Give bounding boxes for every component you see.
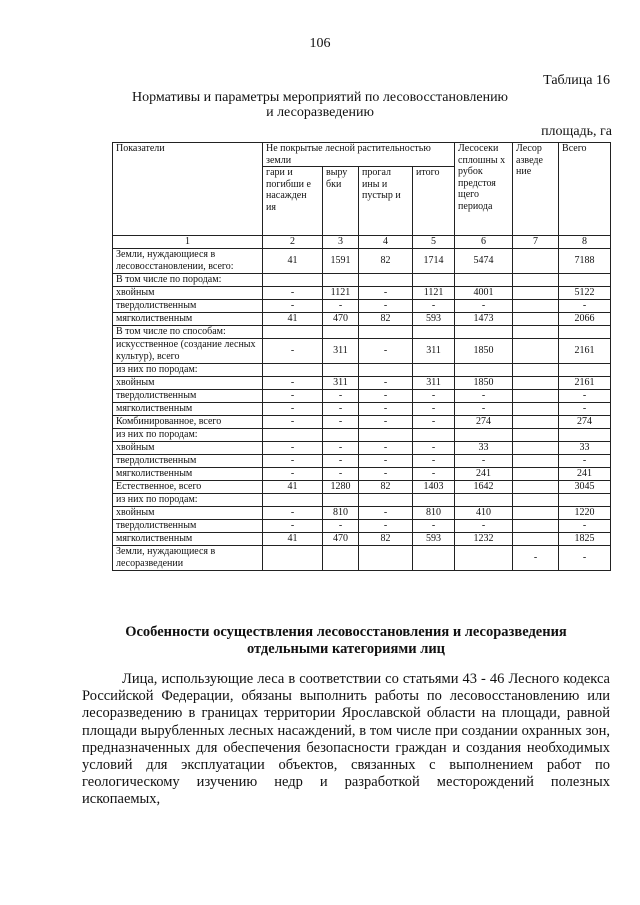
- header-not-covered: Не покрытые лесной растительностью земли: [263, 143, 455, 167]
- table-cell: -: [323, 403, 359, 416]
- table-cell: 2066: [559, 313, 611, 326]
- table-cell: [513, 274, 559, 287]
- table-cell: 1220: [559, 507, 611, 520]
- table-cell: -: [263, 468, 323, 481]
- table-cell: 2161: [559, 377, 611, 390]
- table-cell: -: [413, 416, 455, 429]
- table-cell: 33: [455, 442, 513, 455]
- table-cell: [513, 455, 559, 468]
- table-cell: [455, 494, 513, 507]
- row-label: Земли, нуждающиеся в лесоразведении: [113, 546, 263, 571]
- table-cell: [513, 364, 559, 377]
- column-number: 1: [113, 236, 263, 249]
- table-cell: 82: [359, 249, 413, 274]
- section-heading: [82, 624, 610, 658]
- table-cell: -: [359, 287, 413, 300]
- table-cell: -: [359, 377, 413, 390]
- table-cell: -: [263, 507, 323, 520]
- column-number: 4: [359, 236, 413, 249]
- table-cell: 1232: [455, 533, 513, 546]
- header-clearcut-areas: Лесосеки сплошны х рубок предстоя щего периода: [455, 143, 513, 236]
- table-cell: -: [263, 300, 323, 313]
- row-label: мягколиственным: [113, 468, 263, 481]
- table-cell: 470: [323, 533, 359, 546]
- table-row: [113, 364, 611, 377]
- table-cell: -: [263, 455, 323, 468]
- header-grand-total: Всего: [559, 143, 611, 236]
- column-number: 8: [559, 236, 611, 249]
- table-cell: -: [263, 520, 323, 533]
- table-cell: -: [263, 403, 323, 416]
- table-cell: -: [323, 455, 359, 468]
- table-cell: -: [413, 300, 455, 313]
- table-cell: [263, 429, 323, 442]
- table-cell: [513, 507, 559, 520]
- table-cell: [513, 481, 559, 494]
- table-cell: -: [359, 403, 413, 416]
- row-label: хвойным: [113, 377, 263, 390]
- table-header-row: [113, 143, 611, 167]
- norms-table: [112, 142, 611, 571]
- table-label: Таблица 16: [543, 73, 610, 88]
- table-row: [113, 326, 611, 339]
- table-cell: [559, 429, 611, 442]
- table-cell: 2161: [559, 339, 611, 364]
- table-cell: [513, 326, 559, 339]
- table-cell: -: [413, 520, 455, 533]
- table-cell: [513, 300, 559, 313]
- row-label: Естественное, всего: [113, 481, 263, 494]
- table-cell: 5122: [559, 287, 611, 300]
- table-cell: -: [559, 403, 611, 416]
- table-cell: 311: [323, 377, 359, 390]
- table-cell: [513, 249, 559, 274]
- table-cell: -: [359, 520, 413, 533]
- table-row: [113, 520, 611, 533]
- table-cell: -: [323, 390, 359, 403]
- table-cell: -: [559, 390, 611, 403]
- table-cell: -: [559, 546, 611, 571]
- header-cutovers: выру бки: [323, 167, 359, 236]
- table-cell: 311: [323, 339, 359, 364]
- table-cell: [513, 520, 559, 533]
- table-cell: -: [359, 507, 413, 520]
- table-cell: [413, 364, 455, 377]
- table-cell: 1714: [413, 249, 455, 274]
- table-row: [113, 390, 611, 403]
- table-cell: -: [413, 390, 455, 403]
- table-cell: -: [413, 468, 455, 481]
- table-cell: -: [323, 416, 359, 429]
- row-label: В том числе по породам:: [113, 274, 263, 287]
- table-cell: -: [323, 520, 359, 533]
- table-cell: -: [559, 455, 611, 468]
- table-row: [113, 403, 611, 416]
- row-label: мягколиственным: [113, 403, 263, 416]
- table-cell: [323, 364, 359, 377]
- table-cell: [513, 429, 559, 442]
- table-cell: 274: [559, 416, 611, 429]
- table-cell: [559, 364, 611, 377]
- table-cell: [359, 274, 413, 287]
- table-cell: -: [455, 520, 513, 533]
- row-label: твердолиственным: [113, 455, 263, 468]
- header-burned: гари и погибши е насажден ия: [263, 167, 323, 236]
- table-cell: [359, 364, 413, 377]
- section-heading-line: отдельными категориями лиц: [246, 641, 446, 657]
- table-cell: [513, 377, 559, 390]
- table-row: [113, 455, 611, 468]
- table-row: [113, 442, 611, 455]
- table-cell: [513, 494, 559, 507]
- table-cell: [413, 326, 455, 339]
- table-row: [113, 300, 611, 313]
- table-row: [113, 377, 611, 390]
- table-cell: -: [359, 300, 413, 313]
- units-label: площадь, га: [541, 124, 612, 139]
- column-number: 2: [263, 236, 323, 249]
- table-cell: [263, 494, 323, 507]
- table-cell: [263, 326, 323, 339]
- table-row: [113, 249, 611, 274]
- column-number: 6: [455, 236, 513, 249]
- table-cell: [513, 339, 559, 364]
- table-cell: -: [323, 442, 359, 455]
- header-afforestation: Лесор азведе ние: [513, 143, 559, 236]
- table-cell: -: [263, 287, 323, 300]
- table-cell: [359, 546, 413, 571]
- table-cell: 41: [263, 481, 323, 494]
- row-label: хвойным: [113, 287, 263, 300]
- table-cell: [323, 326, 359, 339]
- table-cell: [413, 494, 455, 507]
- table-cell: 274: [455, 416, 513, 429]
- table-cell: 4001: [455, 287, 513, 300]
- table-cell: [413, 429, 455, 442]
- table-row: [113, 481, 611, 494]
- table-row: [113, 287, 611, 300]
- table-row: [113, 533, 611, 546]
- table-cell: [413, 546, 455, 571]
- table-cell: [455, 546, 513, 571]
- table-cell: [263, 364, 323, 377]
- table-cell: [413, 274, 455, 287]
- table-cell: [513, 468, 559, 481]
- table-cell: 1121: [323, 287, 359, 300]
- column-number-row: [113, 236, 611, 249]
- table-row: [113, 429, 611, 442]
- table-cell: 33: [559, 442, 611, 455]
- table-cell: -: [559, 520, 611, 533]
- table-cell: 5474: [455, 249, 513, 274]
- table-cell: -: [455, 300, 513, 313]
- row-label: из них по породам:: [113, 494, 263, 507]
- section-heading-line: Особенности осуществления лесовосстановления и лесоразведения: [125, 624, 567, 640]
- table-cell: 1280: [323, 481, 359, 494]
- row-label: из них по породам:: [113, 429, 263, 442]
- table-cell: [513, 416, 559, 429]
- row-label: из них по породам:: [113, 364, 263, 377]
- row-label: твердолиственным: [113, 520, 263, 533]
- row-label: искусственное (создание лесных культур), всего: [113, 339, 263, 364]
- column-number: 7: [513, 236, 559, 249]
- table-cell: -: [359, 416, 413, 429]
- table-cell: [323, 546, 359, 571]
- table-cell: [263, 274, 323, 287]
- table-cell: [359, 494, 413, 507]
- table-cell: -: [413, 455, 455, 468]
- table-cell: 1121: [413, 287, 455, 300]
- table-row: [113, 507, 611, 520]
- table-cell: -: [359, 468, 413, 481]
- table-cell: 241: [559, 468, 611, 481]
- table-cell: [455, 429, 513, 442]
- table-cell: 593: [413, 533, 455, 546]
- table-cell: -: [323, 468, 359, 481]
- table-cell: [455, 326, 513, 339]
- row-label: хвойным: [113, 442, 263, 455]
- table-cell: [513, 403, 559, 416]
- table-cell: 1403: [413, 481, 455, 494]
- table-cell: 1591: [323, 249, 359, 274]
- table-cell: [323, 274, 359, 287]
- table-cell: [323, 494, 359, 507]
- table-cell: 1825: [559, 533, 611, 546]
- table-cell: [559, 274, 611, 287]
- table-cell: 810: [413, 507, 455, 520]
- table-cell: -: [359, 442, 413, 455]
- table-cell: 410: [455, 507, 513, 520]
- table-cell: 1642: [455, 481, 513, 494]
- row-label: мягколиственным: [113, 313, 263, 326]
- table-row: [113, 339, 611, 364]
- table-row: [113, 274, 611, 287]
- row-label: твердолиственным: [113, 390, 263, 403]
- table-cell: 82: [359, 533, 413, 546]
- table-title-line: Нормативы и параметры мероприятий по лесовосстановлению: [131, 90, 509, 105]
- table-cell: [559, 494, 611, 507]
- table-cell: -: [455, 455, 513, 468]
- table-cell: -: [263, 377, 323, 390]
- table-row: [113, 468, 611, 481]
- table-cell: 311: [413, 339, 455, 364]
- table-cell: -: [323, 300, 359, 313]
- column-number: 5: [413, 236, 455, 249]
- table-cell: 470: [323, 313, 359, 326]
- body-paragraph: Лица, использующие леса в соответствии со статьями 43 - 46 Лесного кодекса Российской Федерации, обязаны выполнить работы по лесовосстановлению или лесоразведению в границах территории Ярославской области на площади, равной площади вырубленных лесных насаждений, в том числе при создании охранных зон, предназначенных для обеспечения безопасности граждан и создания необходимых условий для эксплуатации объектов, связанных с выполнением работ по геологическому изучению недр и разработкой месторождений полезных ископаемых,: [82, 671, 610, 808]
- table-cell: 810: [323, 507, 359, 520]
- table-cell: 1473: [455, 313, 513, 326]
- table-cell: -: [513, 546, 559, 571]
- table-cell: [513, 287, 559, 300]
- table-title-line: и лесоразведению: [266, 105, 374, 120]
- table-row: [113, 313, 611, 326]
- table-cell: [359, 429, 413, 442]
- table-cell: [513, 442, 559, 455]
- page-number: 106: [309, 36, 331, 51]
- table-cell: [559, 326, 611, 339]
- table-cell: [263, 546, 323, 571]
- table-cell: -: [359, 339, 413, 364]
- table-cell: 593: [413, 313, 455, 326]
- table-cell: -: [413, 442, 455, 455]
- table-cell: -: [263, 442, 323, 455]
- table-cell: -: [455, 403, 513, 416]
- table-cell: -: [263, 339, 323, 364]
- table-cell: 241: [455, 468, 513, 481]
- table-row: [113, 416, 611, 429]
- table-cell: 82: [359, 313, 413, 326]
- header-clearings: прогал ины и пустыр и: [359, 167, 413, 236]
- table-cell: -: [263, 416, 323, 429]
- table-cell: 1850: [455, 377, 513, 390]
- header-total: итого: [413, 167, 455, 236]
- table-cell: 41: [263, 533, 323, 546]
- table-cell: 41: [263, 313, 323, 326]
- table-cell: 3045: [559, 481, 611, 494]
- row-label: Земли, нуждающиеся в лесовосстановлении, всего:: [113, 249, 263, 274]
- table-cell: 311: [413, 377, 455, 390]
- table-cell: [513, 390, 559, 403]
- table-cell: 1850: [455, 339, 513, 364]
- table-cell: 82: [359, 481, 413, 494]
- table-cell: [513, 313, 559, 326]
- table-cell: -: [413, 403, 455, 416]
- table-cell: 7188: [559, 249, 611, 274]
- row-label: мягколиственным: [113, 533, 263, 546]
- row-label: хвойным: [113, 507, 263, 520]
- table-cell: -: [559, 300, 611, 313]
- table-cell: -: [359, 455, 413, 468]
- table-row: [113, 494, 611, 507]
- table-cell: 41: [263, 249, 323, 274]
- row-label: твердолиственным: [113, 300, 263, 313]
- table-cell: [455, 274, 513, 287]
- column-number: 3: [323, 236, 359, 249]
- header-indicators: Показатели: [113, 143, 263, 236]
- table-cell: -: [455, 390, 513, 403]
- table-row: [113, 546, 611, 571]
- table-cell: [513, 533, 559, 546]
- row-label: Комбинированное, всего: [113, 416, 263, 429]
- table-cell: -: [359, 390, 413, 403]
- table-cell: -: [263, 390, 323, 403]
- table-cell: [323, 429, 359, 442]
- row-label: В том числе по способам:: [113, 326, 263, 339]
- table-cell: [359, 326, 413, 339]
- table-title: [0, 90, 640, 120]
- table-cell: [455, 364, 513, 377]
